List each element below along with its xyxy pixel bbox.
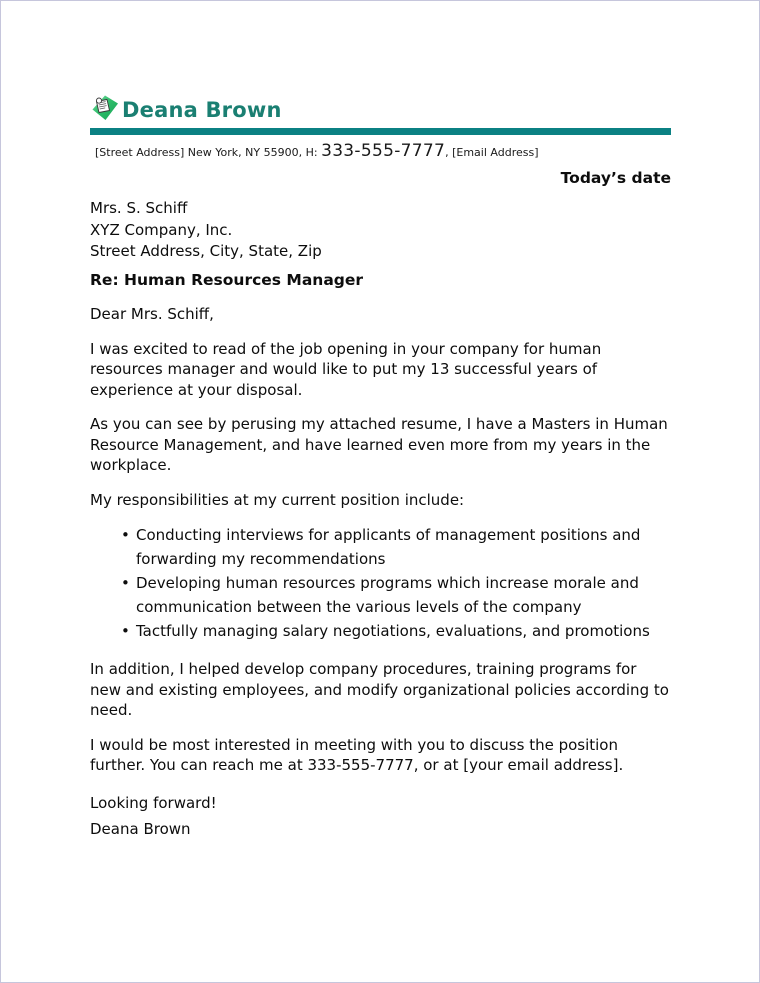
recipient-line: XYZ Company, Inc. [90,220,233,239]
letterhead-rule [90,128,671,135]
contact-phone: 333-555-7777 [321,141,446,161]
body-paragraph: As you can see by perusing my attached resume, I have a Masters in Human Resource Management, and have learned even more from my years in the workplace. [90,415,668,474]
list-item: • Tactfully managing salary negotiations, evaluations, and promotions [121,619,671,643]
list-item: • Conducting interviews for applicants of management positions and forwarding my recommendations [121,523,671,571]
letterhead-name-row [90,89,671,123]
recipient-line: Street Address, City, State, Zip [90,242,322,260]
recipient-line: Mrs. S. Schiff [90,199,188,217]
body-paragraph: I was excited to read of the job opening in your company for human resources manager and would like to put my 13 successful years of experience at your disposal. [90,339,602,399]
letterhead-name: Deana Brown [122,98,282,122]
letterhead [90,89,671,163]
list-item: • Developing human resources programs which increase morale and communication between the various levels of the company [121,571,671,619]
contact-address: [Street Address] New York, NY 55900, H: [95,146,322,159]
recipient-address-block [90,198,671,263]
closing-line: Looking forward! [90,793,217,812]
closing-block [90,790,671,842]
body-paragraph: I would be most interested in meeting with you to discuss the position further. You can reach me at 333-555-7777, or at [your email address]. [90,735,624,774]
responsibilities-list [90,523,671,643]
signature-name: Deana Brown [90,819,191,838]
contact-email: , [Email Address] [445,146,539,159]
date-line: Today’s date [560,169,671,187]
body-paragraph: In addition, I helped develop company procedures, training programs for new and existing employees, and modify organizational policies according to need. [90,660,669,719]
subject-line: Re: Human Resources Manager [90,270,364,289]
letter-body [90,167,671,842]
salutation: Dear Mrs. Schiff, [90,304,214,323]
contact-line [90,141,671,163]
body-paragraph-intro-list: My responsibilities at my current position include: [90,490,465,509]
envelope-note-logo-icon [90,93,120,123]
